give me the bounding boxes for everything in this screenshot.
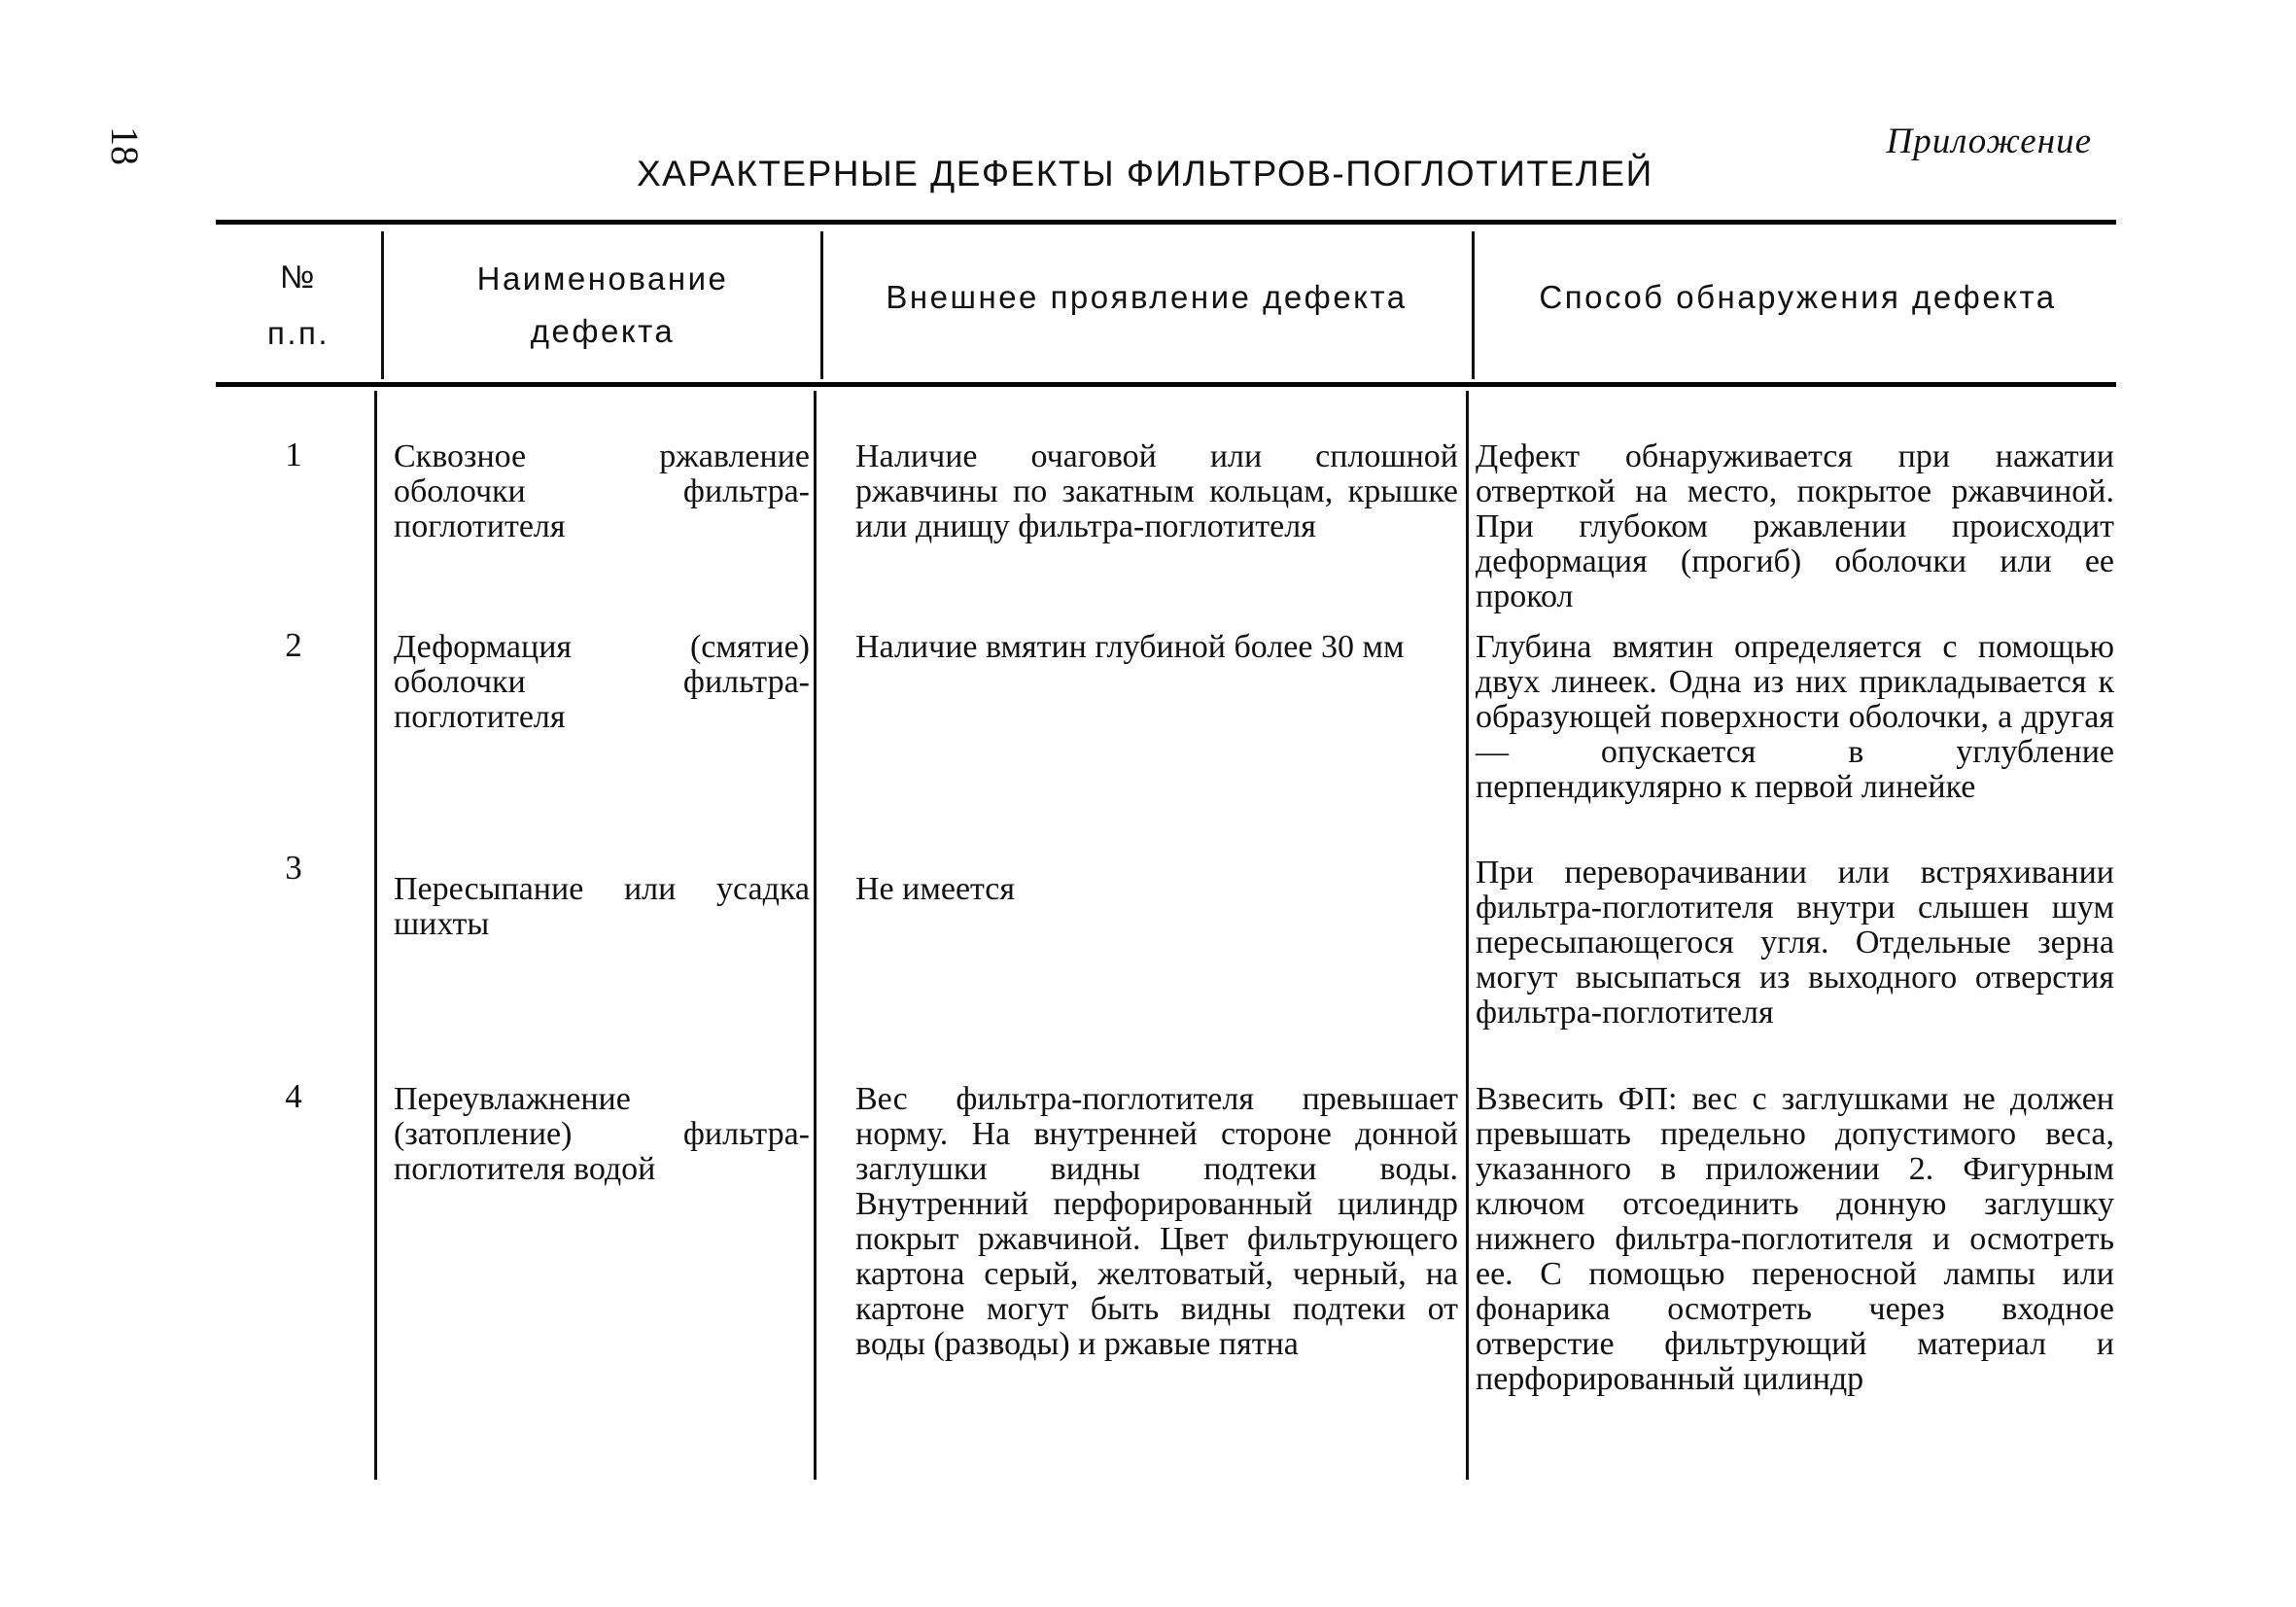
column-divider (381, 231, 384, 379)
defect-name-cell: Пересыпание или усадка шихты (394, 871, 810, 942)
manifestation-cell: Наличие вмятин глубиной более 30 мм (855, 629, 1405, 665)
detection-cell: Дефект обнаруживается при нажатии отверткой на место, покрытое ржавчиной. При глубоком ржавлении происходит деформация (прогиб) оболочки или ее прокол (1476, 438, 2114, 614)
appendix-label: Приложение (1886, 122, 2092, 161)
row-number: 3 (285, 849, 302, 887)
row-number: 1 (285, 436, 302, 473)
manifestation-cell: Наличие очаговой или сплошной ржавчины по закатным кольцам, крышке или днищу фильтра-поглотителя (855, 438, 1458, 544)
header-manifestation: Внешнее проявление дефекта (886, 279, 1408, 315)
page-title: ХАРАКТЕРНЫЕ ДЕФЕКТЫ ФИЛЬТРОВ-ПОГЛОТИТЕЛЕЙ (637, 154, 1653, 193)
column-divider (374, 391, 377, 1480)
detection-cell: Глубина вмятин определяется с помощью двух линеек. Одна из них прикладывается к образующей поверхности оболочки, а другая — опускается в углубление перпендикулярно к первой линейке (1476, 629, 2114, 805)
table-top-rule (216, 220, 2116, 225)
column-divider (820, 231, 823, 379)
row-number: 4 (285, 1077, 302, 1115)
header-num: № п.п. (266, 258, 330, 351)
defect-name-cell: Сквозное ржавление оболочки фильтра-поглотителя (394, 438, 810, 544)
column-divider (814, 391, 817, 1480)
column-divider (1472, 231, 1475, 379)
page-number: 18 (103, 126, 147, 165)
header-detection: Способ обнаружения дефекта (1539, 279, 2057, 315)
defect-name-cell: Переувлажнение (затопление) фильтра-поглотителя водой (394, 1081, 810, 1187)
defect-name-cell: Деформация (смятие) оболочки фильтра-поглотителя (394, 629, 810, 735)
column-divider (1466, 391, 1469, 1480)
detection-cell: При переворачивании или встряхивании фильтра-поглотителя внутри слышен шум пересыпающегося угля. Отдельные зерна могут высыпаться из выходного отверстия фильтра-поглотителя (1476, 855, 2114, 1031)
row-number: 2 (285, 626, 302, 664)
table-header-rule (216, 382, 2116, 387)
detection-cell: Взвесить ФП: вес с заглушками не должен превышать предельно допустимого веса, указанного в приложении 2. Фигурным ключом отсоединить донную заглушку нижнего фильтра-поглотителя и осмотреть ее. С помощью переносной лампы или фонарика осмотреть через входное отверстие фильтрующий материал и перфорированный цилиндр (1476, 1081, 2114, 1397)
header-defect-name: Наименование дефекта (476, 260, 729, 349)
manifestation-cell: Вес фильтра-поглотителя превышает норму. На внутренней стороне донной заглушки видны подтеки воды. Внутренний перфорированный цилиндр покрыт ржавчиной. Цвет фильтрующего картона серый, желтоватый, черный, на картоне могут быть видны подтеки от воды (разводы) и ржавые пятна (855, 1081, 1458, 1362)
manifestation-cell: Не имеется (855, 871, 1016, 907)
